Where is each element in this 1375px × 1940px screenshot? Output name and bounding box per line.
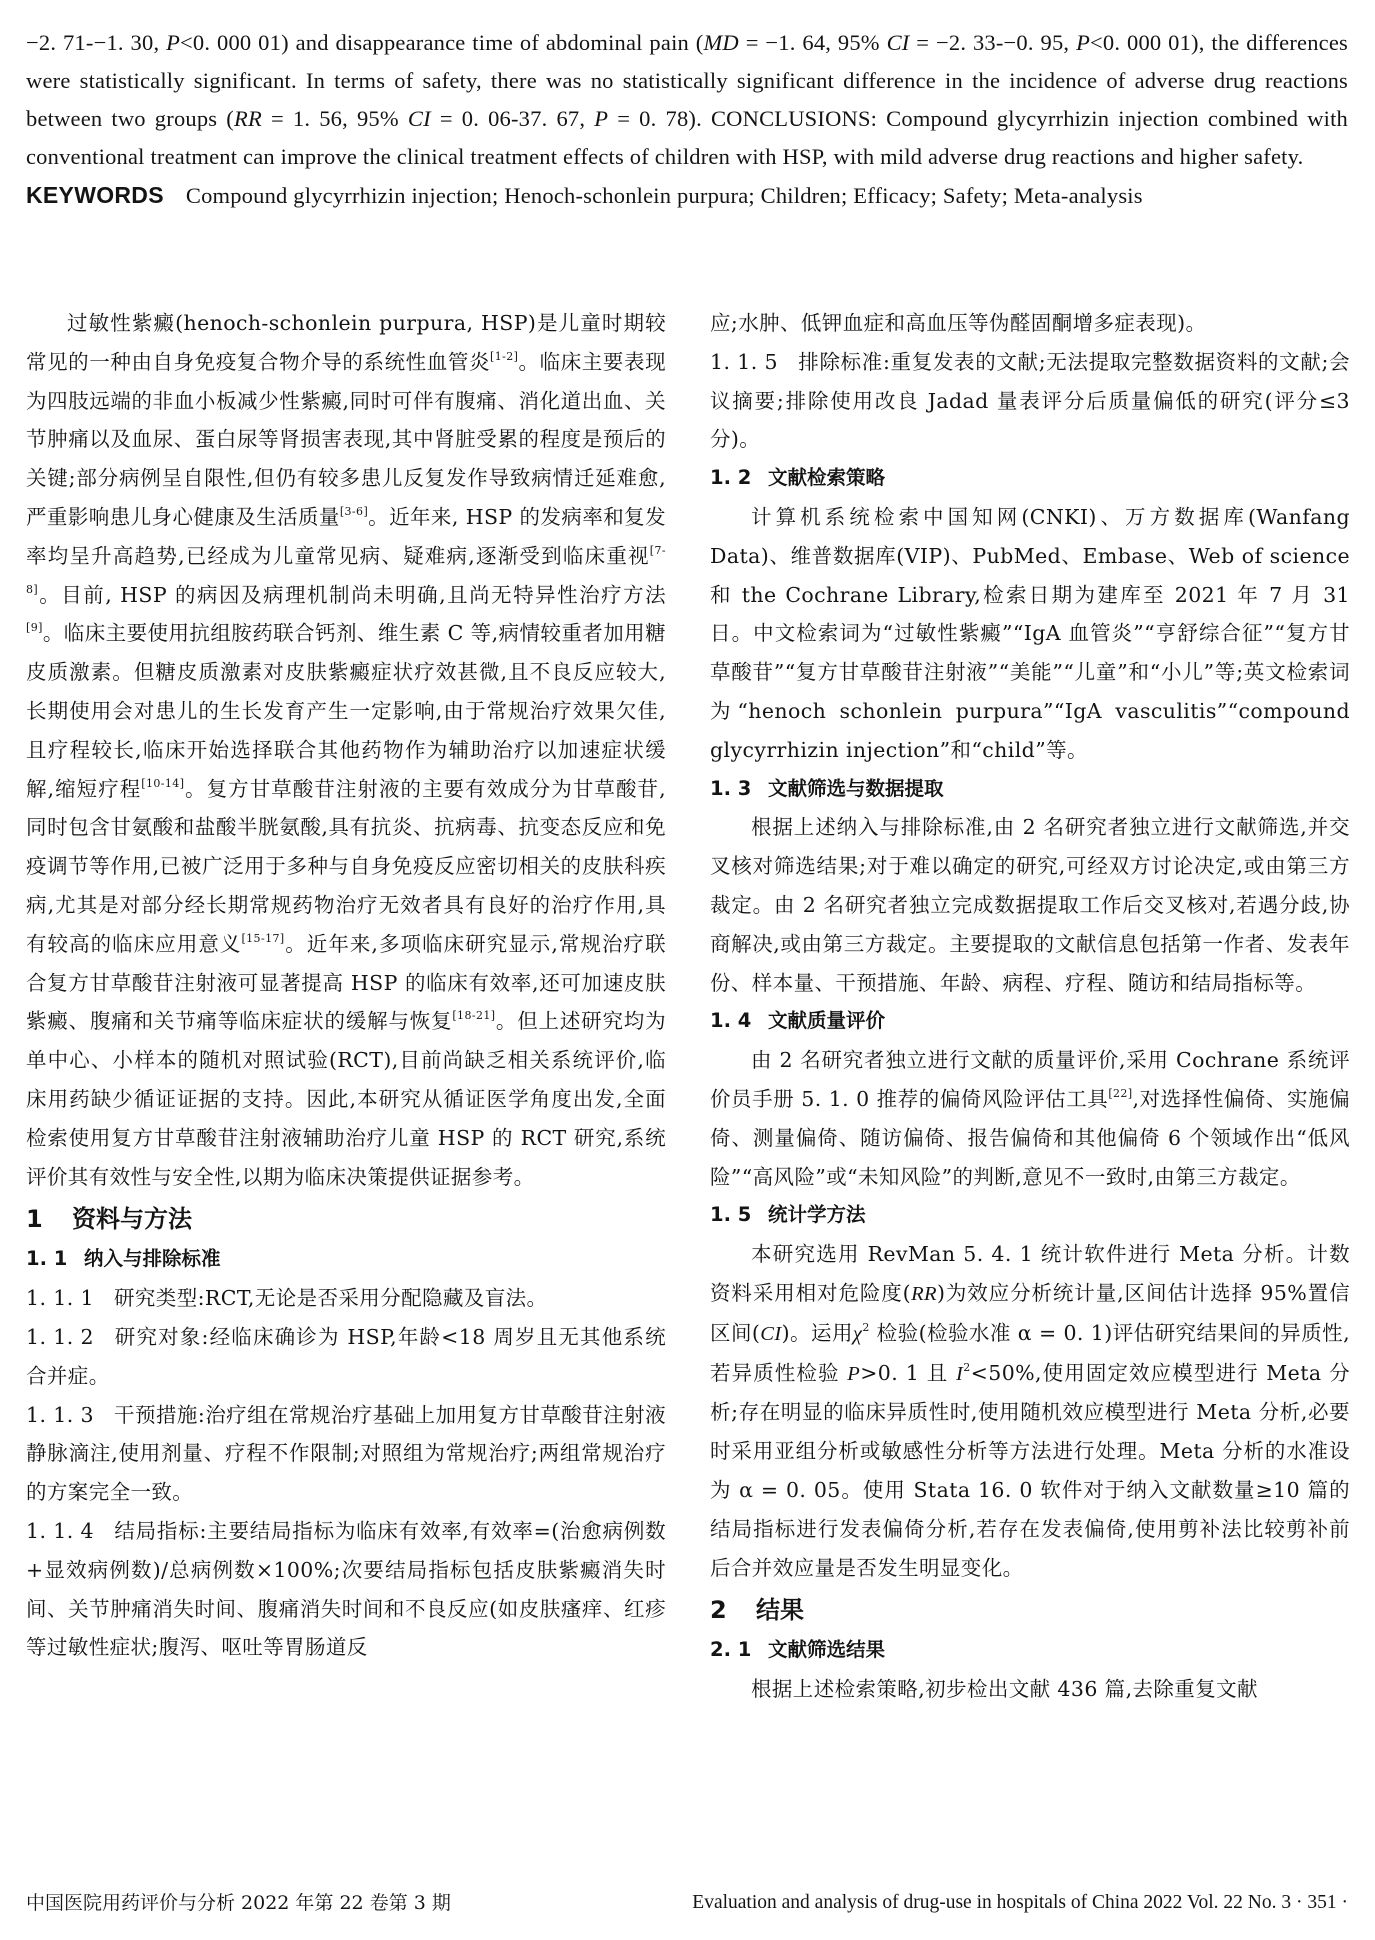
right-column xyxy=(710,304,1350,1709)
abstract-tail xyxy=(26,24,1348,215)
screening-results-paragraph: 根据上述检索策略,初步检出文献 436 篇,去除重复文献 xyxy=(751,1677,1258,1702)
statistics-paragraph: 本研究选用 RevMan 5. 4. 1 统计软件进行 Meta 分析。计数资料采用相对危险度(RR)为效应分析统计量,区间估计选择 95%置信区间(CI)。运用χ$^2$ 检验(检验水准 α = 0. 1)评估研究结果间的异质性,若异质性检验 P>0. 1 且 I$^2$<50%,使用固定效应模型进行 Meta 分析;存在明显的临床异质性时,使用随机效应模型进行 Meta 分析,必要时采用亚组分析或敏感性分析等方法进行处理。Meta 分析的水准设为 α = 0. 05。使用 Stata 16. 0 软件对于纳入文献数量≥10 篇的结局指标进行发表偏倚分析,若存在发表偏倚,使用剪补法比较剪补前后合并效应量是否发生明显变化。 xyxy=(710,1242,1350,1580)
footer-journal-cn: 中国医院用药评价与分析 2022 年第 22 卷第 3 期 xyxy=(26,1892,451,1914)
subsection-1-1-3: 1. 1. 3 干预措施:治疗组在常规治疗基础上加用复方甘草酸苷注射液静脉滴注,使用剂量、疗程不作限制;对照组为常规治疗;两组常规治疗的方案完全一致。 xyxy=(26,1402,666,1505)
introduction-paragraph: 过敏性紫癜(henoch-schonlein purpura, HSP)是儿童时期较常见的一种由自身免疫复合物介导的系统性血管炎[1-2]。临床主要表现为四肢远端的非血小板减少性紫癜,同时可伴有腹痛、消化道出血、关节肿痛以及血尿、蛋白尿等肾损害表现,其中肾脏受累的程度是预后的关键;部分病例呈自限性,但仍有较多患儿反复发作导致病情迁延难愈,严重影响患儿身心健康及生活质量[3-6]。近年来, HSP 的发病率和复发率均呈升高趋势,已经成为儿童常见病、疑难病,逐渐受到临床重视[7-8]。目前, HSP 的病因及病理机制尚未明确,且尚无特异性治疗方法[9]。临床主要使用抗组胺药联合钙剂、维生素 C 等,病情较重者加用糖皮质激素。但糖皮质激素对皮肤紫癜症状疗效甚微,且不良反应较大,长期使用会对患儿的生长发育产生一定影响,由于常规治疗效果欠佳,且疗程较长,临床开始选择联合其他药物作为辅助治疗以加速症状缓解,缩短疗程[10-14]。复方甘草酸苷注射液的主要有效成分为甘草酸苷,同时包含甘氨酸和盐酸半胱氨酸,具有抗炎、抗病毒、抗变态反应和免疫调节等作用,已被广泛用于多种与自身免疫反应密切相关的皮肤科疾病,尤其是对部分经长期常规药物治疗无效者具有良好的治疗作用,具有较高的临床应用意义[15-17]。近年来,多项临床研究显示,常规治疗联合复方甘草酸苷注射液可显著提高 HSP 的临床有效率,还可加速皮肤紫癜、腹痛和关节痛等临床症状的缓解与恢复[18-21]。但上述研究均为单中心、小样本的随机对照试验(RCT),目前尚缺乏相关系统评价,临床用药缺少循证证据的支持。因此,本研究从循证医学角度出发,全面检索使用复方甘草酸苷注射液辅助治疗儿童 HSP 的 RCT 研究,系统评价其有效性与安全性,以期为临床决策提供证据参考。 xyxy=(26,311,667,1189)
keywords-label: KEYWORDS xyxy=(26,182,164,208)
abstract-results-conclusions: −2. 71-−1. 30, P<0. 000 01) and disappearance time of abdominal pain (MD = −1. 64, 95% CI = −2. 33-−0. 95, P<0. 000 01), the differences were statistically significant. In terms of safety, there was no statistically significant difference in the incidence of adverse drug reactions between two groups (RR = 1. 56, 95% CI = 0. 06-37. 67, P = 0. 78). CONCLUSIONS: Compound glycyrrhizin injection combined with conventional treatment can improve the clinical treatment effects of children with HSP, with mild adverse drug reactions and higher safety. xyxy=(26,30,1349,169)
page-footer xyxy=(26,1888,1348,1918)
subsection-1-1-4-continued: 应;水肿、低钾血症和高血压等伪醛固酮增多症表现)。 xyxy=(710,311,1207,335)
section-heading-1-4: 1. 4 文献质量评价 xyxy=(710,1009,886,1033)
section-heading-2-1: 2. 1 文献筛选结果 xyxy=(710,1638,886,1662)
keywords-text: Compound glycyrrhizin injection; Henoch-schonlein purpura; Children; Efficacy; Safety; Meta-analysis xyxy=(185,183,1143,208)
section-heading-2: 2 结果 xyxy=(710,1596,804,1625)
subsection-1-1-2: 1. 1. 2 研究对象:经临床确诊为 HSP,年龄<18 周岁且无其他系统合并症。 xyxy=(26,1324,666,1388)
footer-journal-en-page: Evaluation and analysis of drug-use in hospitals of China 2022 Vol. 22 No. 3 · 351 · xyxy=(692,1892,1348,1913)
section-heading-1-1: 1. 1 纳入与排除标准 xyxy=(26,1247,221,1271)
section-heading-1-2: 1. 2 文献检索策略 xyxy=(710,466,886,490)
screening-paragraph: 根据上述纳入与排除标准,由 2 名研究者独立进行文献筛选,并交叉核对筛选结果;对于难以确定的研究,可经双方讨论决定,或由第三方裁定。由 2 名研究者独立完成数据提取工作后交叉核对,若遇分歧,协商解决,或由第三方裁定。主要提取的文献信息包括第一作者、发表年份、样本量、干预措施、年龄、病程、疗程、随访和结局指标等。 xyxy=(710,815,1350,995)
section-heading-1-5: 1. 5 统计学方法 xyxy=(710,1203,866,1227)
subsection-1-1-4: 1. 1. 4 结局指标:主要结局指标为临床有效率,有效率=(治愈病例数+显效病例数)/总病例数×100%;次要结局指标包括皮肤紫癜消失时间、关节肿痛消失时间、腹痛消失时间和不良反应(如皮肤瘙痒、红疹等过敏性症状;腹泻、呕吐等胃肠道反 xyxy=(26,1518,666,1660)
subsection-1-1-1: 1. 1. 1 研究类型:RCT,无论是否采用分配隐藏及盲法。 xyxy=(26,1286,548,1311)
left-column xyxy=(26,304,666,1667)
section-heading-1-3: 1. 3 文献筛选与数据提取 xyxy=(710,776,944,800)
subsection-1-1-5: 1. 1. 5 排除标准:重复发表的文献;无法提取完整数据资料的文献;会议摘要;排除使用改良 Jadad 量表评分后质量偏低的研究(评分≤3 分)。 xyxy=(710,349,1350,452)
section-heading-1: 1 资料与方法 xyxy=(26,1205,192,1234)
quality-assessment-paragraph: 由 2 名研究者独立进行文献的质量评价,采用 Cochrane 系统评价员手册 5. 1. 0 推荐的偏倚风险评估工具[22],对选择性偏倚、实施偏倚、测量偏倚、随访偏倚、报告偏倚和其他偏倚 6 个领域作出“低风险”“高风险”或“未知风险”的判断,意见不一致时,由第三方裁定。 xyxy=(710,1048,1351,1189)
keywords xyxy=(26,176,1348,215)
search-strategy-paragraph: 计算机系统检索中国知网(CNKI)、万方数据库(Wanfang Data)、维普数据库(VIP)、PubMed、Embase、Web of science 和 the Cochrane Library,检索日期为建库至 2021 年 7 月 31 日。中文检索词为“过敏性紫癜”“IgA 血管炎”“亨舒综合征”“复方甘草酸苷”“复方甘草酸苷注射液”“美能”“儿童”和“小儿”等;英文检索词为“henoch schonlein purpura”“IgA vasculitis”“compound glycyrrhizin injection”和“child”等。 xyxy=(710,504,1350,762)
